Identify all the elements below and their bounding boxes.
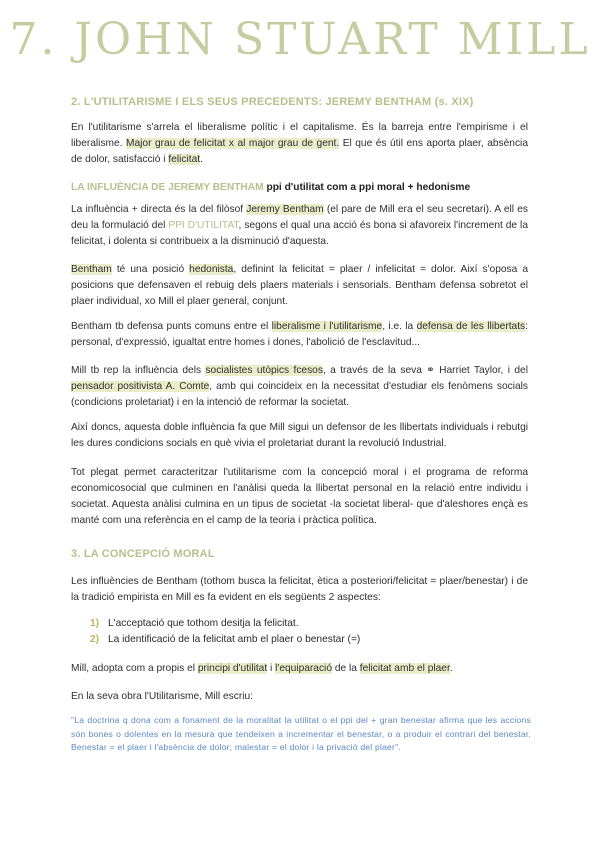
section-2-paragraph-7: Tot plegat permet caracteritzar l'utilitarisme com la concepció moral i el programa de reforma economicosocial que culminen en l'anàlisi queda la llibertat personal en la relació entre individu i societat. Aquesta anàlisi culmina en un tipus de societat -la societat liberal- que d'aleshores ençà es manté com una referència en el camp de la teoria i pràctica política. [71,467,528,526]
section-2-paragraph-4: Bentham tb defensa punts comuns entre el liberalisme i l'utilitarisme, i.e. la defensa de les llibertats: personal, d'expressió, igualtat entre homes i dones, l'abolició de l'esclavitud... [71,321,528,348]
section-2-paragraph-5: Mill tb rep la influència dels socialistes utòpics fcesos, a través de la seva ⚭ Harriet Taylor, i del pensador positivista A. Comte, amb qui coincideix en la necessitat d'estudiar els fenòmens socials (condicions proletariat) i en la intenció de reformar la societat. [71,365,528,408]
highlight: Bentham [71,264,112,275]
section-2-paragraph-3: Bentham té una posició hedonista, definint la felicitat = plaer / infelicitat = dolor. Així s'oposa a posicions que defensaven el rebuig dels plaers materials i sensorials. Bentham defensa sobretot el plaer individual, xo Mill el plaer general, conjunt. [71,264,528,307]
highlight: l'equiparació [275,663,332,674]
highlight: socialistes utòpics fcesos [205,365,323,376]
section-2-paragraph-1: En l'utilitarisme s'arrela el liberalisme polític i el capitalisme. És la barreja entre l'empirisme i el liberalisme. Major grau de felicitat x al major grau de gent. El que és útil ens aporta plaer, absència de dolor, satisfacció i felicitat. [71,122,528,165]
ppi-utilitat-label: PPI D'UTILITAT [168,220,239,231]
highlight: pensador positivista A. Comte [71,381,210,392]
list-item: 2) La identificació de la felicitat amb el plaer o benestar (=) [90,634,361,645]
section-2-paragraph-6: Així doncs, aquesta doble influència fa que Mill sigui un defensor de les llibertats individuals i rebutgi les dures condicions socials en què vivia el proletariat durant la revolució Industrial. [71,422,528,449]
highlight: defensa de les llibertats [416,321,526,332]
highlight: Jeremy Bentham [246,204,324,215]
section-2-paragraph-2: La influència + directa és la del filòsof Jeremy Bentham (el pare de Mill era el seu secretari). A ell es deu la formulació del PPI D'UTILITAT, segons el qual una acció és bona si afavoreix l'increment de la felicitat, i dolenta si contribueix a la disminució d'aquesta. [71,204,528,247]
highlight: felicitat amb el plaer [359,663,450,674]
section-3-paragraph-1: Les influències de Bentham (tothom busca la felicitat, ètica a posteriori/felicitat = plaer/benestar) i de la tradició empirista en Mill es fa evident en els següents 2 aspectes: [71,576,528,603]
section-3-paragraph-3: En la seva obra l'Utilitarisme, Mill escriu: [71,691,253,702]
subheading-bentham-influence: LA INFLUÈNCIA DE JEREMY BENTHAM ppi d'utilitat com a ppi moral + hedonisme [71,182,471,193]
highlight: principi d'utilitat [197,663,268,674]
highlight: liberalisme i l'utilitarisme [271,321,383,332]
aspects-list [90,616,520,648]
page-title: 7. JOHN STUART MILL [9,14,591,65]
highlight: Major grau de felicitat x al major grau de gent. [126,138,340,149]
list-item: 1) L'acceptació que tothom desitja la felicitat. [90,618,299,629]
mill-quote: "La doctrina q dona com a fonament de la moralitat la utilitat o el ppi del + gran benestar afirma que les accions són bones o dolentes en la mesura que tendeixen a incrementar el benestar, o a produir el contrari del benestar. Benestar = el plaer i l'absència de dolor; malestar = el dolor i la privació del plaer". [71,715,531,752]
highlight: hedonista [189,264,234,275]
section-3-heading: 3. LA CONCEPCIÓ MORAL [71,548,215,560]
highlight: felicitat [168,154,201,165]
section-2-heading: 2. L'UTILITARISME I ELS SEUS PRECEDENTS: JEREMY BENTHAM (s. XIX) [71,96,474,108]
section-3-paragraph-2: Mill, adopta com a propis el principi d'utilitat i l'equiparació de la felicitat amb el plaer. [71,663,453,674]
